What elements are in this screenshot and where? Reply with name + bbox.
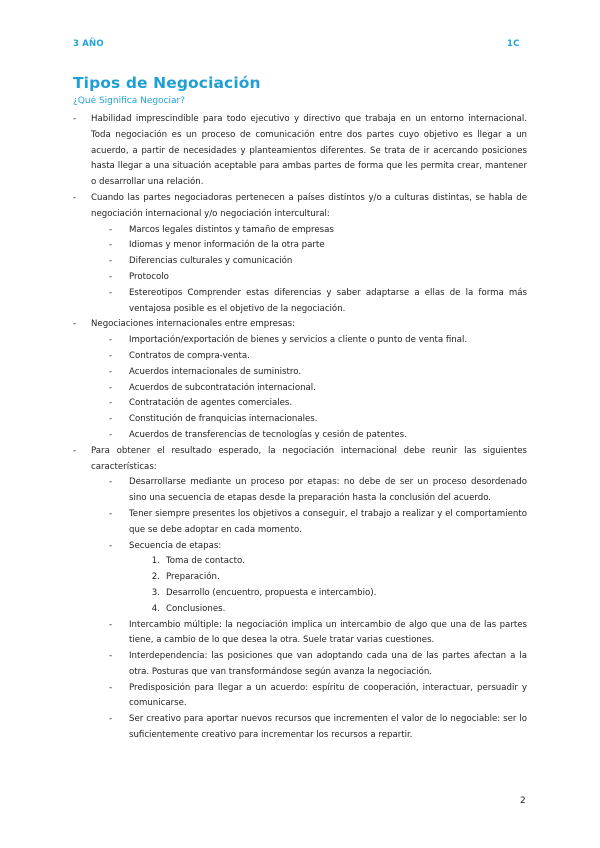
list-item bbox=[73, 507, 527, 539]
list-item-text: Ser creativo para aportar nuevos recursos que incrementen el valor de lo negociable: ser lo suficientemente creativo para incrementar los recursos a repartir. bbox=[129, 714, 527, 741]
list-bullet: - bbox=[109, 335, 113, 346]
list-item-text: Conclusiones. bbox=[166, 603, 226, 614]
list-bullet: - bbox=[109, 366, 113, 377]
list-item-text: Habilidad imprescindible para todo ejecutivo y directivo que trabaja en un entorno internacional. Toda negociación es un proceso de comunicación entre dos partes cuyo objetivo es llegar a un acuerdo, a partir de necesidades y planteamientos diferentes. Se trata de ir acercando posiciones hasta llegar a una situación aceptable para ambas partes de forma que les permita crear, mantener o desarrollar una relación. bbox=[91, 114, 527, 188]
list-item bbox=[73, 270, 527, 286]
list-item bbox=[73, 539, 527, 555]
list-item-text: Tener siempre presentes los objetivos a conseguir, el trabajo a realizar y el comportamiento que se debe adoptar en cada momento. bbox=[129, 508, 527, 535]
list-item-text: Interdependencia: las posiciones que van adoptando cada una de las partes afectan a la otra. Posturas que van transformándose según avanza la negociación. bbox=[129, 651, 527, 677]
list-bullet: - bbox=[109, 398, 113, 409]
list-bullet: - bbox=[73, 114, 77, 124]
list-bullet: - bbox=[109, 429, 113, 440]
list-item bbox=[73, 412, 527, 428]
list-number: 3. bbox=[151, 587, 160, 598]
list-item bbox=[73, 333, 527, 349]
list-item bbox=[73, 396, 527, 412]
list-item-text: Marcos legales distintos y tamaño de empresas bbox=[129, 224, 334, 235]
list-number: 4. bbox=[151, 603, 160, 614]
list-item bbox=[73, 649, 527, 681]
list-item bbox=[73, 365, 527, 381]
list-item-text: Diferencias culturales y comunicación bbox=[129, 256, 293, 267]
list-bullet: - bbox=[109, 287, 113, 298]
list-item-text: Para obtener el resultado esperado, la negociación internacional debe reunir las siguientes características: bbox=[91, 445, 527, 472]
list-item bbox=[73, 681, 527, 713]
list-item bbox=[73, 475, 527, 507]
list-item bbox=[73, 112, 527, 191]
list-item bbox=[73, 444, 527, 476]
numbered-list-item bbox=[73, 570, 527, 586]
list-item-text: Secuencia de etapas: bbox=[129, 540, 222, 551]
list-bullet: - bbox=[109, 651, 113, 662]
list-bullet: - bbox=[109, 256, 113, 267]
list-item bbox=[73, 712, 527, 744]
list-item bbox=[73, 349, 527, 365]
list-item-text: Predisposición para llegar a un acuerdo: espíritu de cooperación, interactuar, persuadir y comunicarse. bbox=[129, 682, 527, 709]
list-bullet: - bbox=[109, 224, 113, 235]
header-group: 1C bbox=[507, 39, 520, 49]
numbered-list-item bbox=[73, 602, 527, 618]
list-item-text: Constitución de franquicias internacionales. bbox=[129, 414, 318, 425]
list-item bbox=[73, 223, 527, 239]
list-item-text: Toma de contacto. bbox=[166, 556, 245, 567]
list-bullet: - bbox=[109, 619, 113, 630]
list-bullet: - bbox=[73, 319, 77, 330]
list-item bbox=[73, 428, 527, 444]
list-bullet: - bbox=[109, 714, 113, 725]
document-body bbox=[73, 112, 527, 744]
list-bullet: - bbox=[109, 271, 113, 282]
list-bullet: - bbox=[109, 477, 113, 488]
list-item-text: Idiomas y menor información de la otra parte bbox=[129, 240, 325, 251]
list-bullet: - bbox=[109, 240, 113, 251]
page-number: 2 bbox=[520, 796, 526, 806]
list-item bbox=[73, 317, 527, 333]
list-item-text: Importación/exportación de bienes y servicios a cliente o punto de venta final. bbox=[129, 335, 468, 346]
list-item-text: Desarrollarse mediante un proceso por etapas: no debe de ser un proceso desordenado sino una secuencia de etapas desde la preparación hasta la conclusión del acuerdo. bbox=[129, 477, 527, 504]
list-item-text: Negociaciones internacionales entre empresas: bbox=[91, 319, 296, 330]
list-bullet: - bbox=[109, 350, 113, 361]
page-title: Tipos de Negociación bbox=[73, 74, 261, 92]
list-number: 2. bbox=[151, 572, 160, 583]
list-item-text: Contratación de agentes comerciales. bbox=[129, 398, 293, 409]
list-item-text: Protocolo bbox=[129, 271, 169, 282]
list-number: 1. bbox=[151, 556, 160, 567]
list-item bbox=[73, 618, 527, 650]
list-bullet: - bbox=[109, 540, 113, 551]
list-item bbox=[73, 191, 527, 223]
list-item-text: Acuerdos de subcontratación internacional. bbox=[129, 382, 316, 393]
list-item-text: Acuerdos de transferencias de tecnologías y cesión de patentes. bbox=[129, 429, 407, 440]
list-bullet: - bbox=[109, 382, 113, 393]
list-bullet: - bbox=[109, 414, 113, 425]
list-item bbox=[73, 381, 527, 397]
list-item-text: Desarrollo (encuentro, propuesta e intercambio). bbox=[166, 587, 377, 598]
list-item bbox=[73, 254, 527, 270]
list-bullet: - bbox=[109, 508, 113, 519]
list-item-text: Intercambio múltiple: la negociación implica un intercambio de algo que una de las partes tiene, a cambio de lo que desea la otra. Suele tratar varias cuestiones. bbox=[129, 619, 527, 646]
list-bullet: - bbox=[73, 192, 77, 203]
numbered-list-item bbox=[73, 586, 527, 602]
list-bullet: - bbox=[73, 445, 77, 456]
section-subtitle: ¿Qué Significa Negociar? bbox=[73, 96, 186, 106]
list-item-text: Preparación. bbox=[166, 572, 220, 583]
list-item-text: Contratos de compra-venta. bbox=[129, 350, 250, 361]
list-item bbox=[73, 238, 527, 254]
header-course-year: 3 AÑO bbox=[73, 39, 104, 49]
list-bullet: - bbox=[109, 682, 113, 693]
list-item-text: Estereotipos Comprender estas diferencias y saber adaptarse a ellas de la forma más ventajosa posible es el objetivo de la negociación. bbox=[129, 287, 527, 314]
list-item-text: Cuando las partes negociadoras pertenecen a países distintos y/o a culturas distintas, se habla de negociación internacional y/o negociación intercultural: bbox=[91, 192, 527, 219]
list-item-text: Acuerdos internacionales de suministro. bbox=[129, 366, 302, 377]
list-item bbox=[73, 286, 527, 318]
numbered-list-item bbox=[73, 554, 527, 570]
